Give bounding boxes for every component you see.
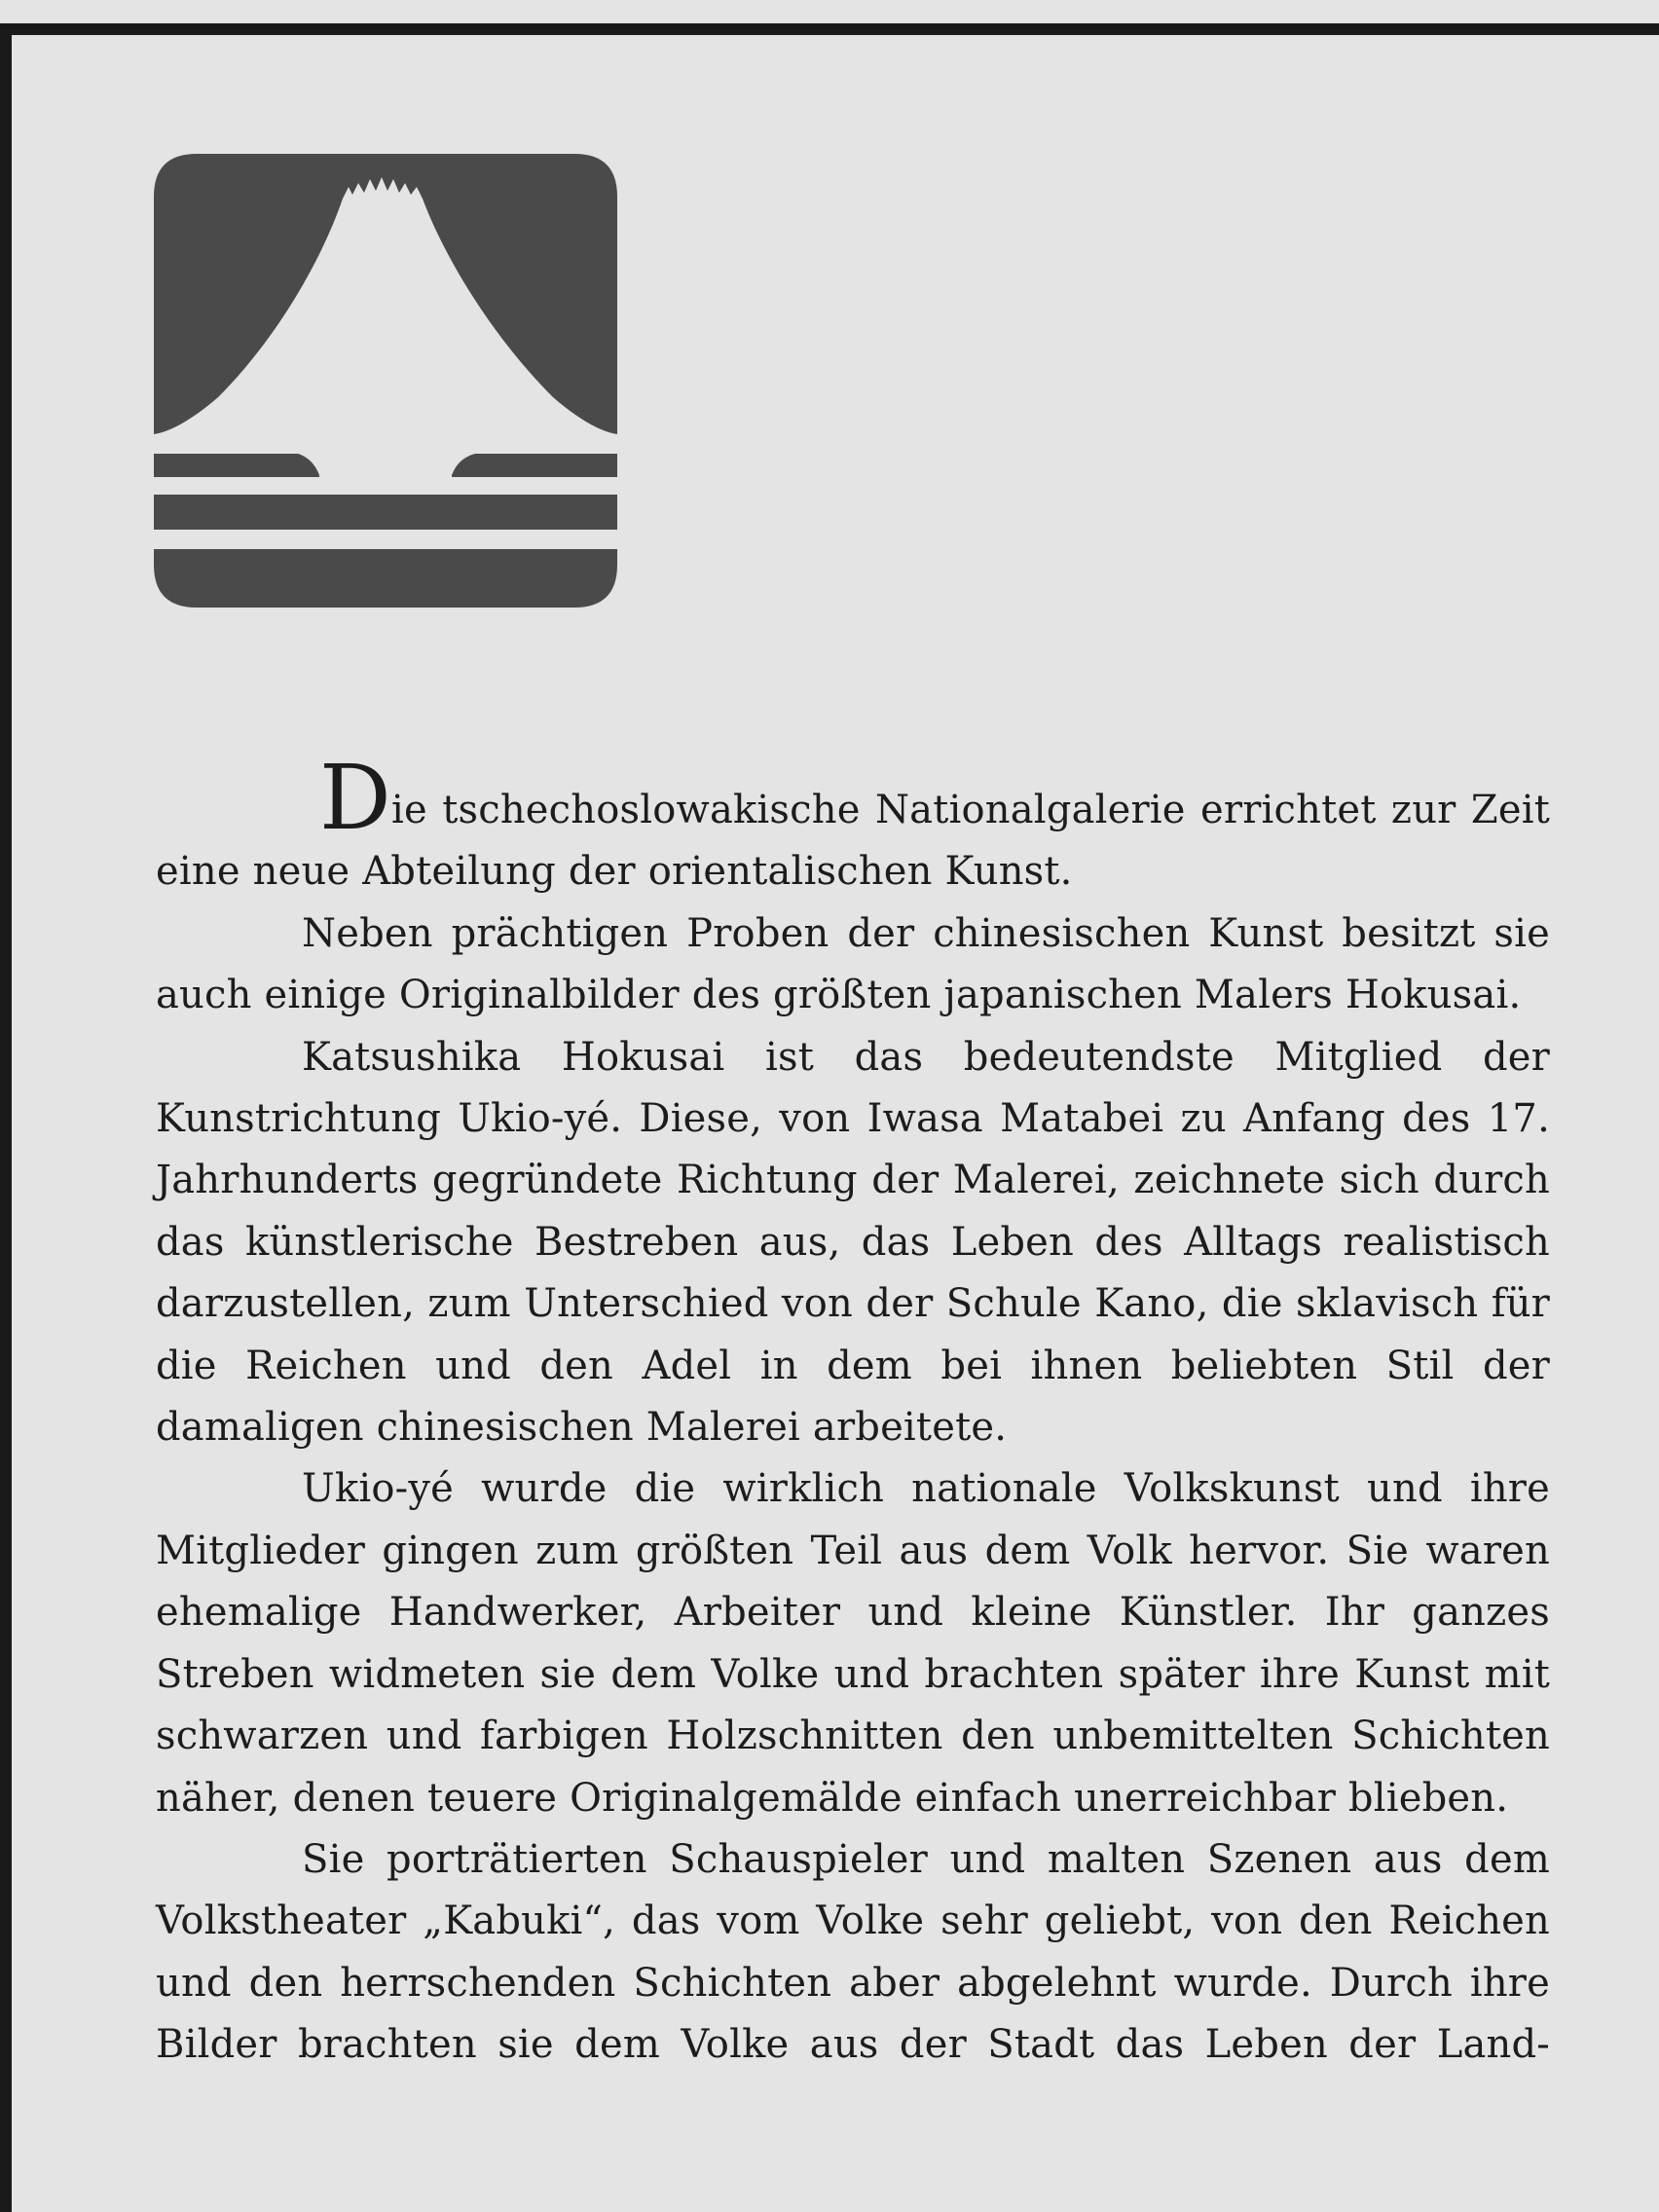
paragraph-1-rest: eine neue Abteilung der orientalischen Kunst. (156, 849, 1073, 895)
page-frame-top (0, 23, 1659, 35)
body-text (156, 746, 1550, 2077)
drop-cap: D (319, 746, 391, 850)
paragraph-1 (156, 746, 1550, 903)
paragraph-3: Katsushika Hokusai ist das bedeutendste Mitglied der Kunstrichtung Ukio-yé. Diese, von Iwasa Matabei zu Anfang des 17. Jahrhunderts gegründete Richtung der Malerei, zeichnete sich durch das künstlerische Bestreben aus, das Leben des Alltags realistisch darzustellen, zum Unterschied von der Schule Kano, die sklavisch für die Reichen und den Adel in dem bei ihnen beliebten Stil der damaligen chinesischen Malerei arbeitete. (156, 1034, 1550, 1451)
paragraph-4: Ukio-yé wurde die wirklich nationale Volkskunst und ihre Mitglieder gingen zum größten Teil aus dem Volk hervor. Sie waren ehemalige Handwerker, Arbeiter und kleine Künstler. Ihr ganzes Streben widmeten sie dem Volke und brachten später ihre Kunst mit schwarzen und farbigen Holzschnitten den unbemittelten Schichten näher, denen teuere Originalgemälde einfach unerreichbar blieben. (156, 1466, 1550, 1821)
paragraph-2: Neben prächtigen Proben der chinesischen Kunst besitzt sie auch einige Originalbilder des größten japanischen Malers Hokusai. (156, 910, 1550, 1018)
page-frame-left (0, 23, 12, 2212)
mount-fuji-logo-icon (154, 154, 617, 608)
first-line (156, 746, 1550, 850)
paragraph-5: Sie porträtierten Schauspieler und malten Szenen aus dem Volkstheater „Kabuki“, das vom Volke sehr geliebt, von den Reichen und den herrschenden Schichten aber abgelehnt wurde. Durch ihre Bilder brachten sie dem Volke aus der Stadt das Leben der Land- (156, 1836, 1550, 2068)
first-line-text: ie tschechoslowakische Nationalgalerie errichtet zur Zeit (390, 788, 1550, 832)
